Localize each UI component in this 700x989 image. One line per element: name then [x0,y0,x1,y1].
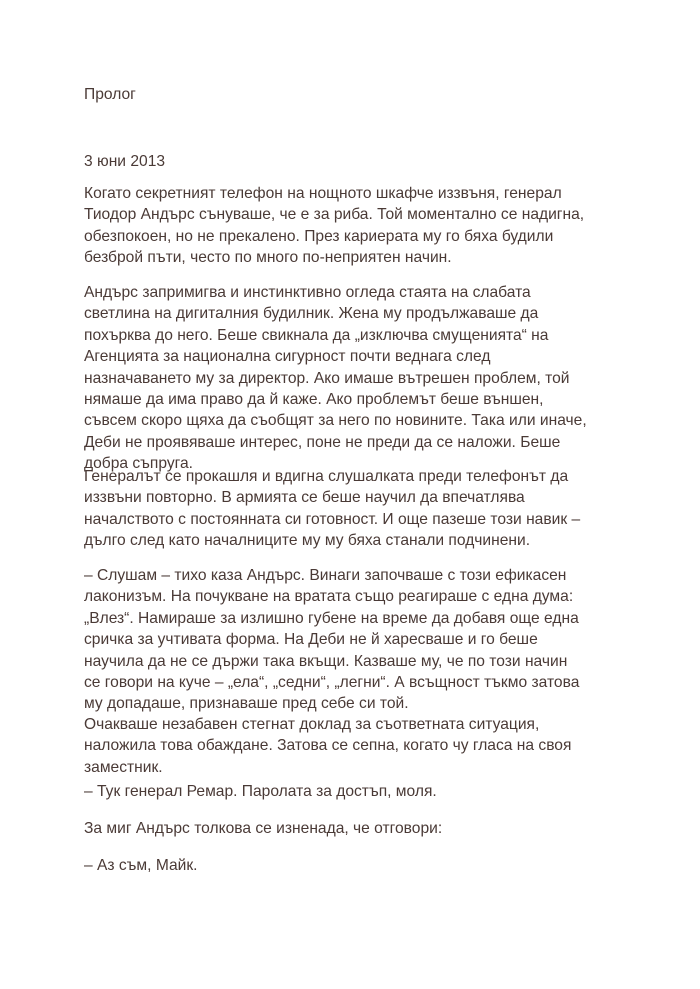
paragraph-line: научила да не се държи така вкъщи. Казваше му, че по този начин [84,652,568,670]
paragraph-line: съвсем скоро щяха да съобщят за него по новините. Така или иначе, [84,412,587,430]
paragraph-line: За миг Андърс толкова се изненада, че отговори: [84,820,443,837]
paragraph-6 [84,781,624,802]
paragraph-1 [84,183,624,269]
paragraph-line: заместник. [84,758,163,776]
paragraph-line: Тиодор Андърс сънуваше, че е за риба. Той моментално се надигна, [84,206,585,224]
paragraph-8 [84,855,624,876]
paragraph-5 [84,714,624,778]
paragraph-line: обезпокоен, но не прекалено. През кариерата му го бяха будили [84,227,554,245]
paragraph-line: похърква до него. Беше свикнала да „изключва смущенията“ на [84,326,549,344]
paragraph-line: началството с постоянната си готовност. И още пазеше този навик – [84,510,581,528]
paragraph-2 [84,282,624,475]
paragraph-line: „Влез“. Намираше за излишно губене на време да добавя още една [84,609,579,627]
chapter-heading [84,84,624,105]
paragraph-line: – Слушам – тихо каза Андърс. Винаги започваше с този ефикасен [84,567,567,584]
paragraph-line: Андърс запримигва и инстинктивно огледа стаята на слабата [84,284,531,301]
paragraph-line: Деби не проявяваше интерес, поне не преди да се наложи. Беше [84,433,561,451]
date-line [84,151,624,172]
paragraph-line: Очакваше незабавен стегнат доклад за съответната ситуация, [84,716,540,733]
paragraph-line: иззвъни повторно. В армията се беше научил да впечатлява [84,489,525,507]
paragraph-line: му допадаше, признаваше пред себе си той. [84,695,409,713]
paragraph-line: светлина на дигиталния будилник. Жена му продължаваше да [84,305,539,323]
paragraph-line: Агенцията за национална сигурност почти веднага след [84,348,491,366]
paragraph-line: се говори на куче – „ела“, „седни“, „легни“. А всъщност тъкмо затова [84,673,580,691]
date-text: 3 юни 2013 [84,153,166,170]
paragraph-line: лаконизъм. На почукване на вратата също реагираше с една дума: [84,588,574,606]
paragraph-7 [84,818,624,839]
paragraph-line: назначаването му за директор. Ако имаше вътрешен проблем, той [84,369,570,387]
paragraph-line: наложила това обаждане. Затова се сепна, когато чу гласа на своя [84,737,572,755]
paragraph-line: – Тук генерал Ремар. Паролата за достъп, моля. [84,783,437,800]
paragraph-line: добра съпруга. [84,455,194,473]
paragraph-line: безброй пъти, често по много по-неприятен начин. [84,249,452,267]
paragraph-line: нямаше да има право да й каже. Ако проблемът беше външен, [84,390,544,408]
paragraph-line: – Аз съм, Майк. [84,857,198,874]
heading-text: Пролог [84,86,136,103]
paragraph-line: Генералът се прокашля и вдигна слушалката преди телефонът да [84,468,569,485]
paragraph-line: дълго след като началниците му му бяха станали подчинени. [84,532,531,550]
paragraph-3 [84,466,624,552]
paragraph-line: Когато секретният телефон на нощното шкафче иззвъня, генерал [84,185,562,202]
paragraph-line: сричка за учтивата форма. На Деби не й харесваше и го беше [84,631,538,649]
paragraph-4 [84,565,624,715]
